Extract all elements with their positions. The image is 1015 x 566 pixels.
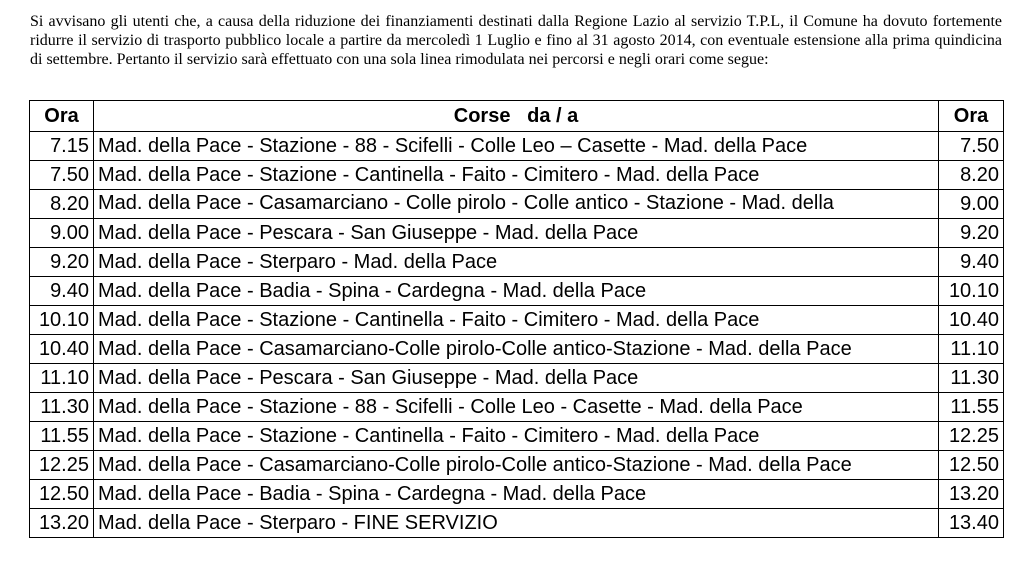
departure-time: 13.20	[30, 509, 94, 538]
departure-time: 10.40	[30, 335, 94, 364]
table-row	[30, 306, 1004, 335]
departure-time: 7.50	[30, 161, 94, 190]
arrival-time: 12.25	[939, 422, 1004, 451]
departure-time: 8.20	[30, 190, 94, 219]
arrival-time: 10.40	[939, 306, 1004, 335]
route: Mad. della Pace - Stazione - 88 - Scifelli - Colle Leo - Casette - Mad. della Pace	[94, 393, 939, 422]
arrival-time: 7.50	[939, 132, 1004, 161]
route: Mad. della Pace - Sterparo - FINE SERVIZIO	[94, 509, 939, 538]
table-row	[30, 277, 1004, 306]
route: Mad. della Pace - Casamarciano-Colle pirolo-Colle antico-Stazione - Mad. della Pace	[94, 451, 939, 480]
route: Mad. della Pace - Casamarciano-Colle pirolo-Colle antico-Stazione - Mad. della Pace	[94, 335, 939, 364]
departure-time: 12.25	[30, 451, 94, 480]
table-row	[30, 190, 1004, 219]
route: Mad. della Pace - Pescara - San Giuseppe - Mad. della Pace	[94, 219, 939, 248]
table-row	[30, 422, 1004, 451]
table-row	[30, 248, 1004, 277]
departure-time: 11.55	[30, 422, 94, 451]
departure-time: 10.10	[30, 306, 94, 335]
header-arrival-time: Ora	[939, 101, 1004, 132]
arrival-time: 9.20	[939, 219, 1004, 248]
route: Mad. della Pace - Pescara - San Giuseppe - Mad. della Pace	[94, 364, 939, 393]
route: Mad. della Pace - Stazione - 88 - Scifelli - Colle Leo – Casette - Mad. della Pace	[94, 132, 939, 161]
table-row	[30, 161, 1004, 190]
arrival-time: 9.40	[939, 248, 1004, 277]
arrival-time: 8.20	[939, 161, 1004, 190]
table-row	[30, 364, 1004, 393]
departure-time: 11.10	[30, 364, 94, 393]
route: Mad. della Pace - Sterparo - Mad. della Pace	[94, 248, 939, 277]
departure-time: 11.30	[30, 393, 94, 422]
bus-schedule-table	[29, 100, 1004, 538]
departure-time: 7.15	[30, 132, 94, 161]
table-row	[30, 480, 1004, 509]
route: Mad. della Pace - Badia - Spina - Cardegna - Mad. della Pace	[94, 480, 939, 509]
route: Mad. della Pace - Stazione - Cantinella - Faito - Cimitero - Mad. della Pace	[94, 306, 939, 335]
arrival-time: 11.55	[939, 393, 1004, 422]
table-row	[30, 132, 1004, 161]
arrival-time: 13.20	[939, 480, 1004, 509]
arrival-time: 11.10	[939, 335, 1004, 364]
arrival-time: 10.10	[939, 277, 1004, 306]
route: Mad. della Pace - Badia - Spina - Cardegna - Mad. della Pace	[94, 277, 939, 306]
arrival-time: 11.30	[939, 364, 1004, 393]
route: Mad. della Pace - Stazione - Cantinella - Faito - Cimitero - Mad. della Pace	[94, 422, 939, 451]
header-departure-time: Ora	[30, 101, 94, 132]
table-row	[30, 219, 1004, 248]
table-row	[30, 393, 1004, 422]
departure-time: 9.20	[30, 248, 94, 277]
route: Mad. della Pace - Casamarciano - Colle pirolo - Colle antico - Stazione - Mad. della	[94, 190, 939, 219]
table-row	[30, 509, 1004, 538]
departure-time: 12.50	[30, 480, 94, 509]
table-row	[30, 335, 1004, 364]
arrival-time: 9.00	[939, 190, 1004, 219]
route: Mad. della Pace - Stazione - Cantinella - Faito - Cimitero - Mad. della Pace	[94, 161, 939, 190]
departure-time: 9.00	[30, 219, 94, 248]
header-route: Corse da / a	[94, 101, 939, 132]
table-header-row	[30, 101, 1004, 132]
table-row	[30, 451, 1004, 480]
notice-text: Si avvisano gli utenti che, a causa della riduzione dei finanziamenti destinati dalla Regione Lazio al servizio T.P.L, il Comune ha dovuto fortemente ridurre il servizio di trasporto pubblico locale a partire da mercoledì 1 Luglio e fino al 31 agosto 2014, con eventuale estensione alla prima quindicina di settembre. Pertanto il servizio sarà effettuato con una sola linea rimodulata nei percorsi e negli orari come segue:	[30, 13, 1002, 68]
departure-time: 9.40	[30, 277, 94, 306]
arrival-time: 13.40	[939, 509, 1004, 538]
arrival-time: 12.50	[939, 451, 1004, 480]
